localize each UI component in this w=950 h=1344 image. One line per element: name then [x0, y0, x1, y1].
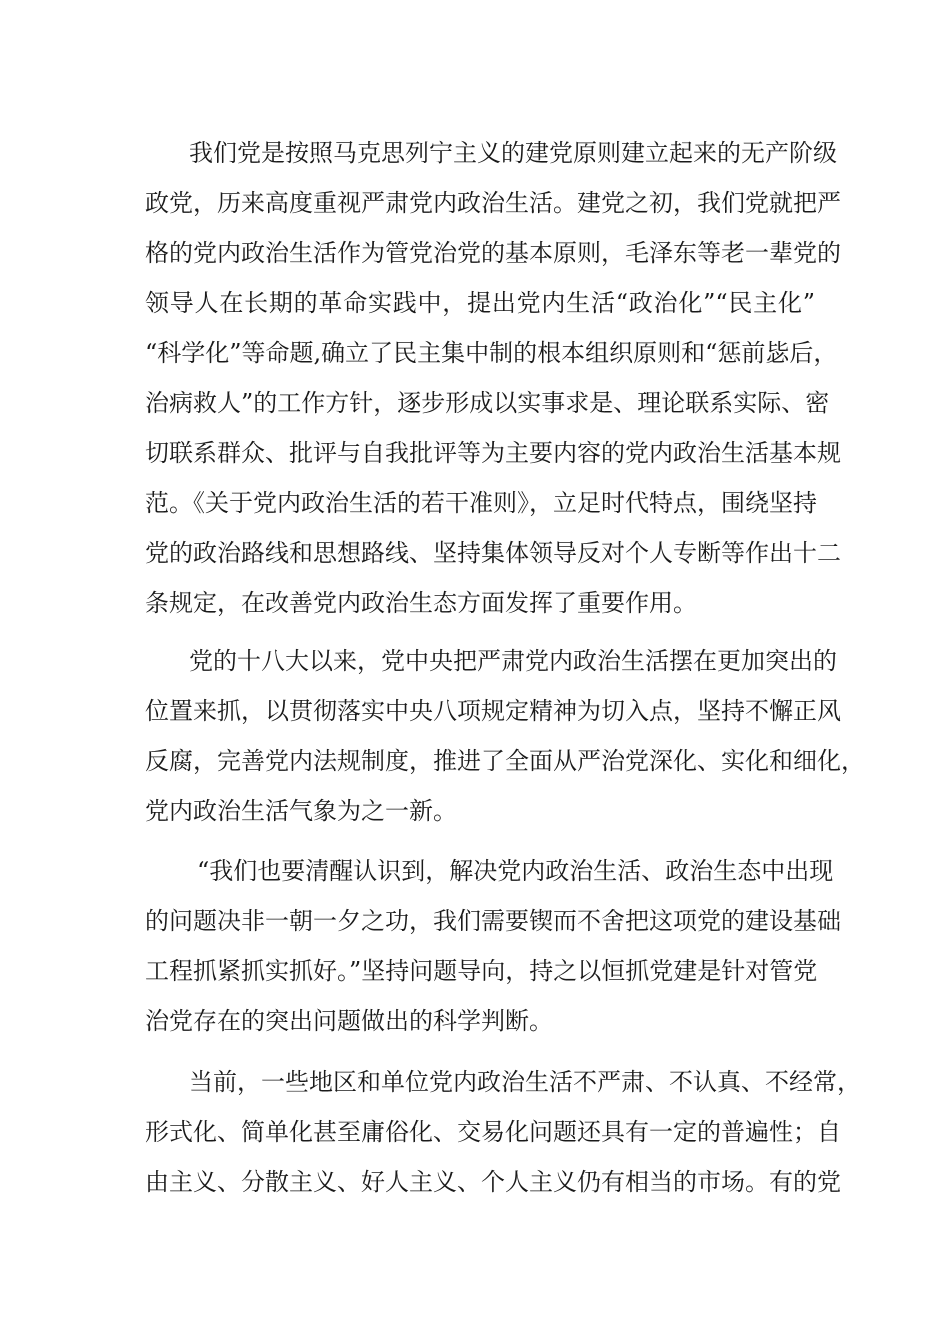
text-line: 党内政治生活气象为之一新。	[145, 797, 457, 825]
text-line: 党的十八大以来，党中央把严肃党内政治生活摆在更加突出的	[189, 647, 837, 675]
paragraph-quotation	[145, 846, 841, 1046]
text-line: 当前，一些地区和单位党内政治生活不严肃、不认真、不经常，	[189, 1068, 861, 1096]
paragraph-party-history	[145, 128, 841, 628]
text-line: 治党存在的突出问题做出的科学判断。	[145, 1007, 553, 1035]
text-line: 反腐，完善党内法规制度，推进了全面从严治党深化、实化和细化，	[145, 747, 865, 775]
text-line: 党的政治路线和思想路线、坚持集体领导反对个人专断等作出十二	[145, 539, 841, 567]
text-line: 形式化、简单化甚至庸俗化、交易化问题还具有一定的普遍性；自	[145, 1118, 841, 1146]
text-line: “我们也要清醒认识到，解决党内政治生活、政治生态中出现	[197, 857, 834, 885]
text-line: 范。《关于党内政治生活的若干准则》，立足时代特点，围绕坚持	[145, 489, 817, 517]
paragraph-eighteenth-congress	[145, 636, 865, 836]
text-line: 政党，历来高度重视严肃党内政治生活。建党之初，我们党就把严	[145, 189, 841, 217]
text-line: 格的党内政治生活作为管党治党的基本原则，毛泽东等老一辈党的	[145, 239, 841, 267]
text-line: “科学化”等命题,确立了民主集中制的根本组织原则和“惩前毖后，	[145, 339, 838, 367]
text-line: 的问题决非一朝一夕之功，我们需要锲而不舍把这项党的建设基础	[145, 907, 841, 935]
text-line: 切联系群众、批评与自我批评等为主要内容的党内政治生活基本规	[145, 439, 841, 467]
text-line: 条规定，在改善党内政治生态方面发挥了重要作用。	[145, 589, 697, 617]
text-line: 由主义、分散主义、好人主义、个人主义仍有相当的市场。有的党	[145, 1168, 841, 1196]
paragraph-current-problems	[145, 1057, 861, 1207]
text-line: 治病救人”的工作方针，逐步形成以实事求是、理论联系实际、密	[145, 389, 830, 417]
text-line: 我们党是按照马克思列宁主义的建党原则建立起来的无产阶级	[189, 139, 837, 167]
text-line: 领导人在长期的革命实践中，提出党内生活“政治化”“民主化”	[145, 289, 815, 317]
text-line: 工程抓紧抓实抓好。”坚持问题导向，持之以恒抓党建是针对管党	[145, 957, 818, 985]
text-line: 位置来抓，以贯彻落实中央八项规定精神为切入点，坚持不懈正风	[145, 697, 841, 725]
